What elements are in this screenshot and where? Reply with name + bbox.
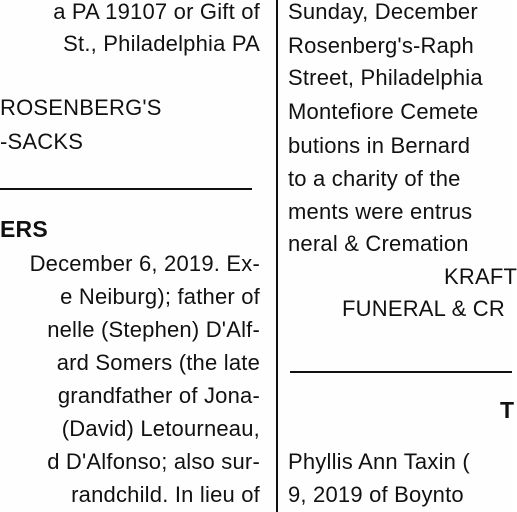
next-obituary-heading: T: [500, 397, 515, 423]
right-text-line-5: butions in Bernard: [288, 133, 471, 158]
right-text-line-8: neral & Cremation: [288, 231, 469, 256]
obituary-heading: ERS: [0, 216, 48, 242]
right-text-line-4: Montefiore Cemete: [288, 99, 479, 124]
column-divider: [276, 0, 278, 512]
obituary-line-7: d D'Alfonso; also sur-: [47, 449, 260, 474]
right-text-line-3: Street, Philadelphia: [288, 65, 483, 90]
left-funeral-home-line-2: -SACKS: [0, 129, 84, 154]
right-section-divider-rule: [290, 371, 512, 373]
right-text-line-2: Rosenberg's-Raph: [288, 33, 474, 58]
section-divider-rule: [0, 188, 252, 190]
obituary-line-6: (David) Letourneau,: [61, 416, 260, 441]
right-funeral-home-line-1: KRAFT: [444, 264, 517, 289]
right-funeral-home-line-2: FUNERAL & CR: [342, 296, 505, 321]
right-text-line-1: Sunday, December: [288, 0, 478, 24]
obituary-line-1: December 6, 2019. Ex-: [29, 251, 260, 276]
left-top-line-1: a PA 19107 or Gift of: [53, 0, 260, 24]
right-text-line-7: ments were entrus: [288, 199, 473, 224]
obituary-line-4: ard Somers (the late: [56, 350, 260, 375]
left-top-line-2: St., Philadelphia PA: [63, 31, 260, 56]
obituary-line-5: grandfather of Jona-: [57, 383, 260, 408]
next-obituary-line-1: Phyllis Ann Taxin (: [288, 449, 470, 474]
right-text-line-6: to a charity of the: [288, 166, 461, 191]
left-funeral-home-line-1: ROSENBERG'S: [0, 95, 162, 120]
obituary-line-3: nelle (Stephen) D'Alf-: [47, 317, 260, 342]
obituary-line-8: randchild. In lieu of: [71, 482, 260, 507]
obituary-line-2: e Neiburg); father of: [60, 284, 260, 309]
next-obituary-line-2: 9, 2019 of Boynto: [288, 482, 464, 507]
right-column: [288, 0, 517, 512]
